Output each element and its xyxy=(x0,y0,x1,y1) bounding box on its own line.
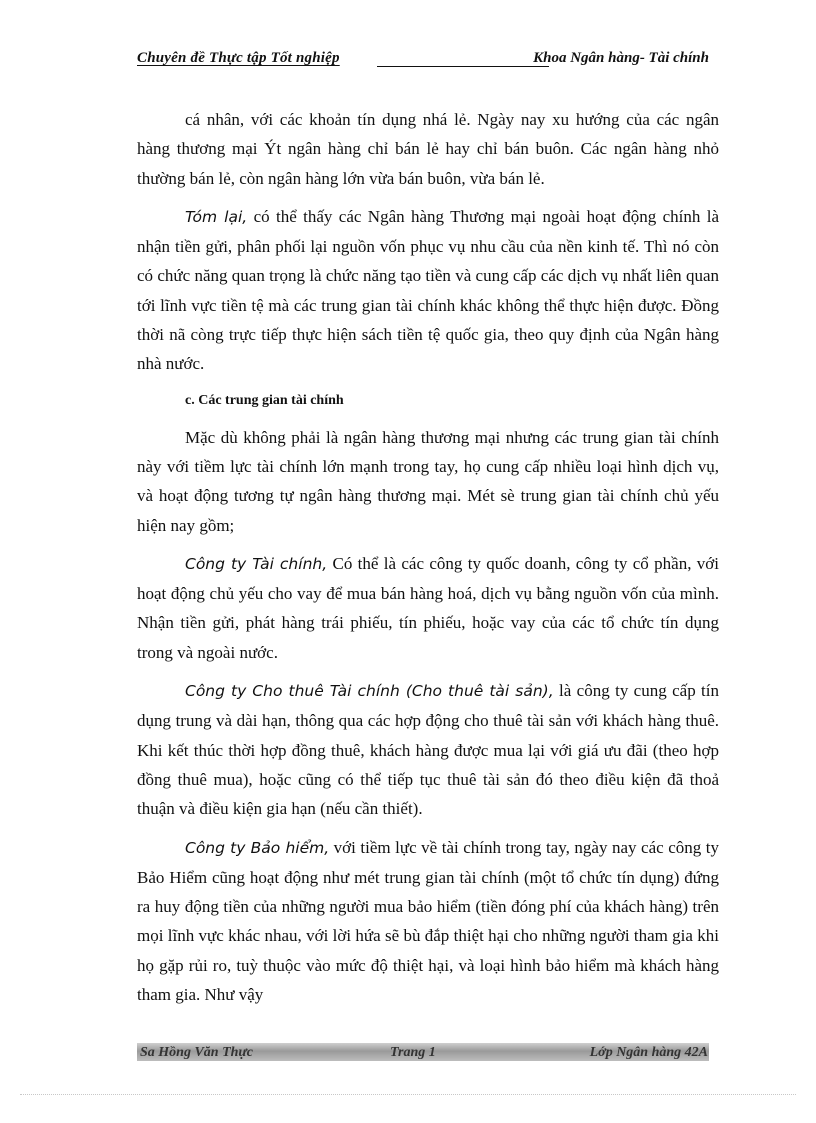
paragraph-6 xyxy=(137,833,719,1010)
page-body xyxy=(137,105,719,1018)
paragraph-4-lead: Công ty Tài chính, xyxy=(185,554,328,573)
paragraph-1: cá nhân, với các khoản tín dụng nhá lẻ. Ngày nay xu hướng của các ngân hàng thương mại Ýt ngân hàng chỉ bán lẻ hay chỉ bán buôn. Các ngân hàng nhỏ thường bán lẻ, còn ngân hàng lớn vừa bán buôn, vừa bán lẻ. xyxy=(137,110,719,188)
header-right-title: Khoa Ngân hàng- Tài chính xyxy=(533,50,709,66)
section-heading-c: c. Các trung gian tài chính xyxy=(185,392,344,408)
paragraph-4-text: Có thể là các công ty quốc doanh, công ty cổ phần, với hoạt động chủ yếu cho vay để mua bán hàng hoá, dịch vụ bằng nguồn vốn của mình. Nhận tiền gửi, phát hàng trái phiếu, tín phiếu, hoặc vay của các tổ chức tín dụng trong và ngoài nước. xyxy=(137,553,719,662)
paragraph-6-text: với tiềm lực về tài chính trong tay, ngày nay các công ty Bảo Hiểm cũng hoạt động như mét trung gian tài chính (một tổ chức tín dụng) đứng ra huy động tiền của những người mua bảo hiểm (tiền đóng phí của khách hàng) trên mọi lĩnh vực khác nhau, với lời hứa sẽ bù đắp thiệt hại cho những người tham gia khi họ gặp rủi ro, tuỳ thuộc vào mức độ thiệt hại, và loại hình bảo hiểm mà khách hàng tham gia. Như vậy xyxy=(137,837,719,1005)
paragraph-5-text: là công ty cung cấp tín dụng trung và dài hạn, thông qua các hợp động cho thuê tài sản với khách hàng thuê. Khi kết thúc thời hợp đồng thuê, khách hàng được mua lại với giá ưu đãi (theo hợp đồng thuê mua), hoặc cũng có thể tiếp tục thuê tài sản đó theo điều kiện đã thoả thuận và điều kiện gia hạn (nếu cần thiết). xyxy=(137,681,720,819)
page-header xyxy=(137,50,709,72)
paragraph-2 xyxy=(137,202,719,379)
paragraph-4 xyxy=(137,549,719,667)
footer-author: Sa Hồng Văn Thực xyxy=(140,1045,254,1060)
paragraph-5 xyxy=(137,676,719,823)
paragraph-5-lead: Công ty Cho thuê Tài chính (Cho thuê tài sản), xyxy=(185,682,554,701)
footer-page-number: Trang 1 xyxy=(390,1045,436,1060)
paragraph-3: Mặc dù không phải là ngân hàng thương mại nhưng các trung gian tài chính này với tiềm lực tài chính lớn mạnh trong tay, họ cung cấp nhiều loại hình dịch vụ, và hoạt động tương tự ngân hàng thương mại. Mét sè trung gian tài chính chủ yếu hiện nay gồm; xyxy=(137,427,719,535)
paragraph-2-text: có thể thấy các Ngân hàng Thương mại ngoài hoạt động chính là nhận tiền gửi, phân phối lại nguồn vốn phục vụ nhu cầu của nền kinh tế. Thì nó còn có chức năng quan trọng là chức năng tạo tiền và cung cấp các dịch vụ nhất liên quan tới lĩnh vực tiền tệ mà các trung gian tài chính khác không thể thực hiện được. Đồng thời nã còng trực tiếp thực hiện sách tiền tệ quốc gia, theo quy định của Ngân hàng nhà nước. xyxy=(137,206,719,374)
header-left-title: Chuyên đề Thực tập Tốt nghiệp xyxy=(137,50,340,66)
paragraph-6-lead: Công ty Bảo hiểm, xyxy=(185,838,330,857)
paragraph-2-lead: Tóm lại, xyxy=(185,207,248,226)
header-rule xyxy=(377,66,549,67)
footer-class: Lớp Ngân hàng 42A xyxy=(589,1045,708,1060)
footer-dotted-rule xyxy=(20,1094,796,1095)
